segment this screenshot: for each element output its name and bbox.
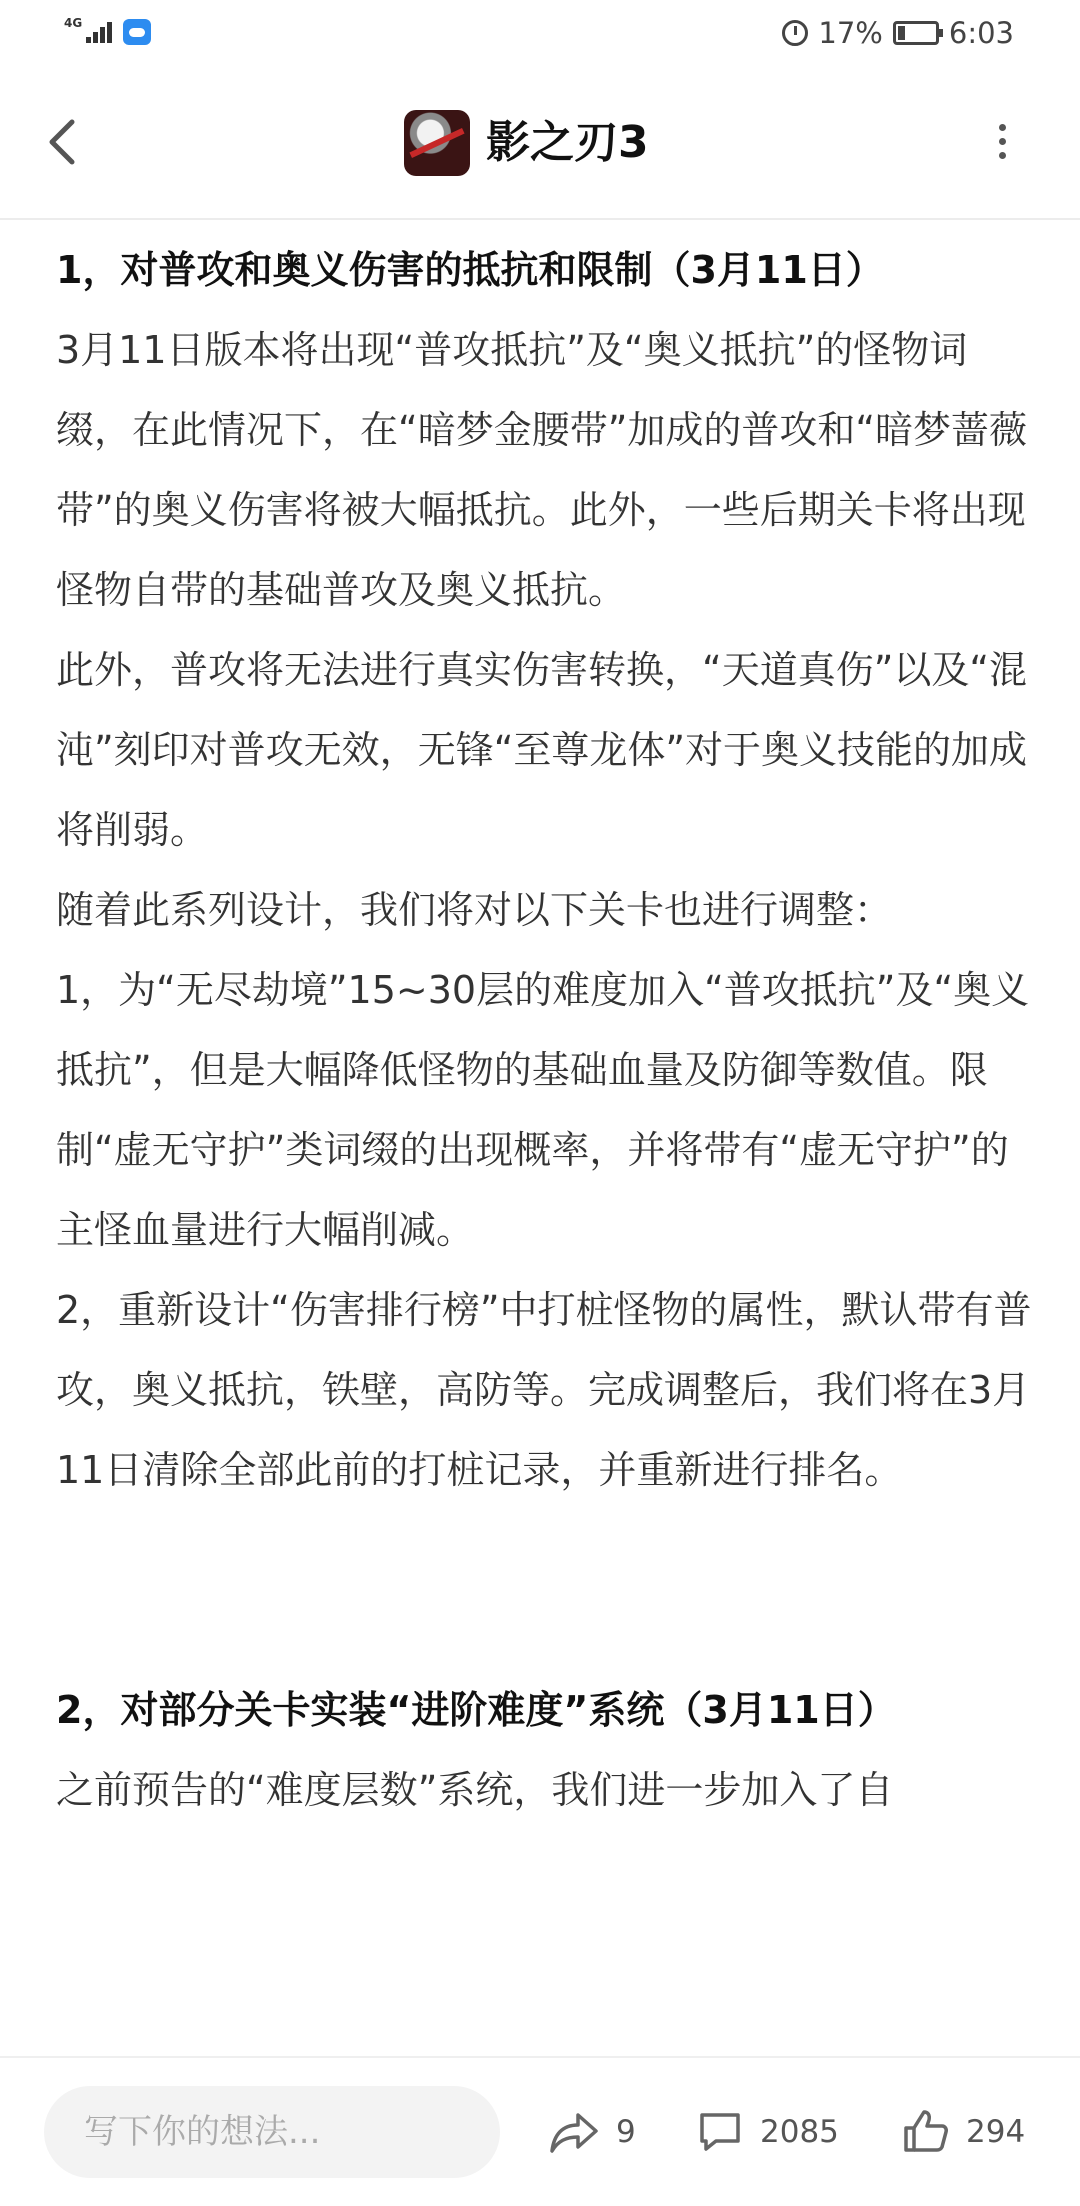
share-icon <box>548 2109 600 2155</box>
paragraph: 1，为“无尽劫境”15~30层的难度加入“普攻抵抗”及“奥义抵抗”，但是大幅降低怪物的基础血量及防御等数值。限制“虚无守护”类词缀的出现概率，并将带有“虚无守护”的主怪血量进行大幅削减。 <box>56 968 1030 1252</box>
bottom-action-bar <box>0 2056 1080 2206</box>
comment-icon <box>696 2109 744 2155</box>
share-button[interactable] <box>548 2094 636 2170</box>
paragraph: 2，重新设计“伤害排行榜”中打桩怪物的属性，默认带有普攻，奥义抵抗，铁壁，高防等。完成调整后，我们将在3月11日清除全部此前的打桩记录，并重新进行排名。 <box>56 1288 1032 1492</box>
comment-count: 2085 <box>760 2114 839 2150</box>
section-heading: 1，对普攻和奥义伤害的抵抗和限制（3月11日） <box>56 248 884 292</box>
paragraph: 3月11日版本将出现“普攻抵抗”及“奥义抵抗”的怪物词缀，在此情况下，在“暗梦金腰带”加成的普攻和“暗梦蔷薇带”的奥义伤害将被大幅抵抗。此外，一些后期关卡将出现怪物自带的基础普攻及奥义抵抗。 <box>56 328 1028 612</box>
cloud-icon <box>123 19 151 45</box>
more-options-icon[interactable] <box>996 124 1008 164</box>
like-button[interactable] <box>902 2094 1025 2170</box>
paragraph: 之前预告的“难度层数”系统，我们进一步加入了自 <box>56 1768 894 1812</box>
game-logo <box>404 110 470 176</box>
comments-button[interactable] <box>696 2094 839 2170</box>
spacer <box>56 1510 1036 1670</box>
like-count: 294 <box>966 2114 1026 2150</box>
battery-icon <box>893 21 939 45</box>
page-title: 影之刃3 <box>486 117 649 168</box>
paragraph: 此外，普攻将无法进行真实伤害转换，“天道真伤”以及“混沌”刻印对普攻无效，无锋“至尊龙体”对于奥义技能的加成将削弱。 <box>56 648 1028 852</box>
status-bar <box>0 0 1080 66</box>
network-type: 4G <box>64 16 83 30</box>
status-right <box>782 14 1014 52</box>
app-header <box>0 66 1080 220</box>
share-count: 9 <box>616 2114 636 2150</box>
battery-percent: 17% <box>818 16 883 50</box>
alarm-icon <box>782 20 808 46</box>
section-heading: 2，对部分关卡实装“进阶难度”系统（3月11日） <box>56 1688 896 1732</box>
clock: 6:03 <box>948 16 1014 50</box>
thumbs-up-icon <box>902 2108 950 2156</box>
cellular-signal-icon <box>64 17 112 47</box>
back-arrow-icon[interactable] <box>44 116 84 168</box>
comment-input[interactable] <box>44 2086 500 2178</box>
paragraph: 随着此系列设计，我们将对以下关卡也进行调整： <box>56 888 893 932</box>
article-body <box>56 230 1036 1830</box>
